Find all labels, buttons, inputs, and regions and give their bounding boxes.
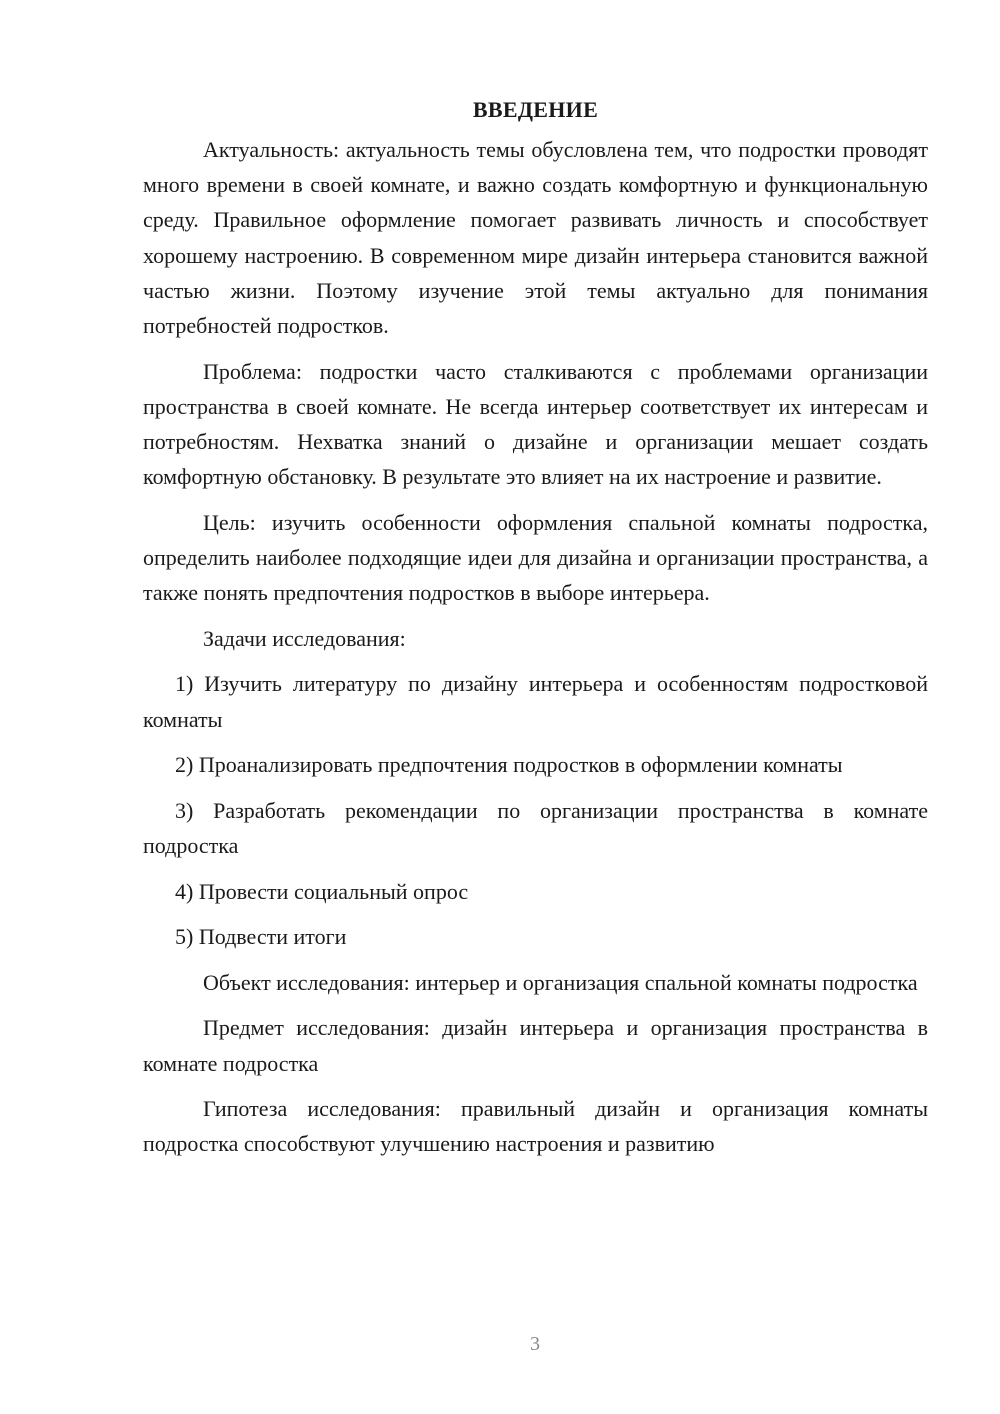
document-page	[143, 94, 928, 1172]
problem-paragraph: Проблема: подростки часто сталкиваются с проблемами организации пространства в своей комнате. Не всегда интерьер соответствует их интересам и потребностям. Нехватка знаний о дизайне и организации мешает создать комфортную обстановку. В результате это влияет на их настроение и развитие.	[143, 358, 928, 490]
subject-paragraph: Предмет исследования: дизайн интерьера и организация пространства в комнате подростка	[143, 1015, 928, 1076]
task-item-1: 1) Изучить литературу по дизайну интерьера и особенностям подростковой комнаты	[143, 671, 928, 732]
goal-paragraph: Цель: изучить особенности оформления спальной комнаты подростка, определить наиболее подходящие идеи для дизайна и организации пространства, а также понять предпочтения подростков в выборе интерьера.	[143, 509, 928, 606]
relevance-paragraph: Актуальность: актуальность темы обусловлена тем, что подростки проводят много времени в своей комнате, и важно создать комфортную и функциональную среду. Правильное оформление помогает развивать личность и способствует хорошему настроению. В современном мире дизайн интерьера становится важной частью жизни. Поэтому изучение этой темы актуально для понимания потребностей подростков.	[143, 137, 928, 339]
task-item-4: 4) Провести социальный опрос	[175, 878, 469, 904]
task-item-5: 5) Подвести итоги	[175, 924, 347, 950]
tasks-heading: Задачи исследования:	[203, 625, 406, 651]
object-paragraph: Объект исследования: интерьер и организация спальной комнаты подростка	[203, 969, 918, 995]
task-item-3: 3) Разработать рекомендации по организации пространства в комнате подростка	[143, 797, 928, 858]
section-title: ВВЕДЕНИЕ	[472, 97, 599, 122]
hypothesis-paragraph: Гипотеза исследования: правильный дизайн и организация комнаты подростка способствуют улучшению настроения и развитию	[143, 1096, 928, 1157]
task-item-2: 2) Проанализировать предпочтения подростков в оформлении комнаты	[175, 752, 843, 778]
page-number: 3	[530, 1333, 540, 1355]
